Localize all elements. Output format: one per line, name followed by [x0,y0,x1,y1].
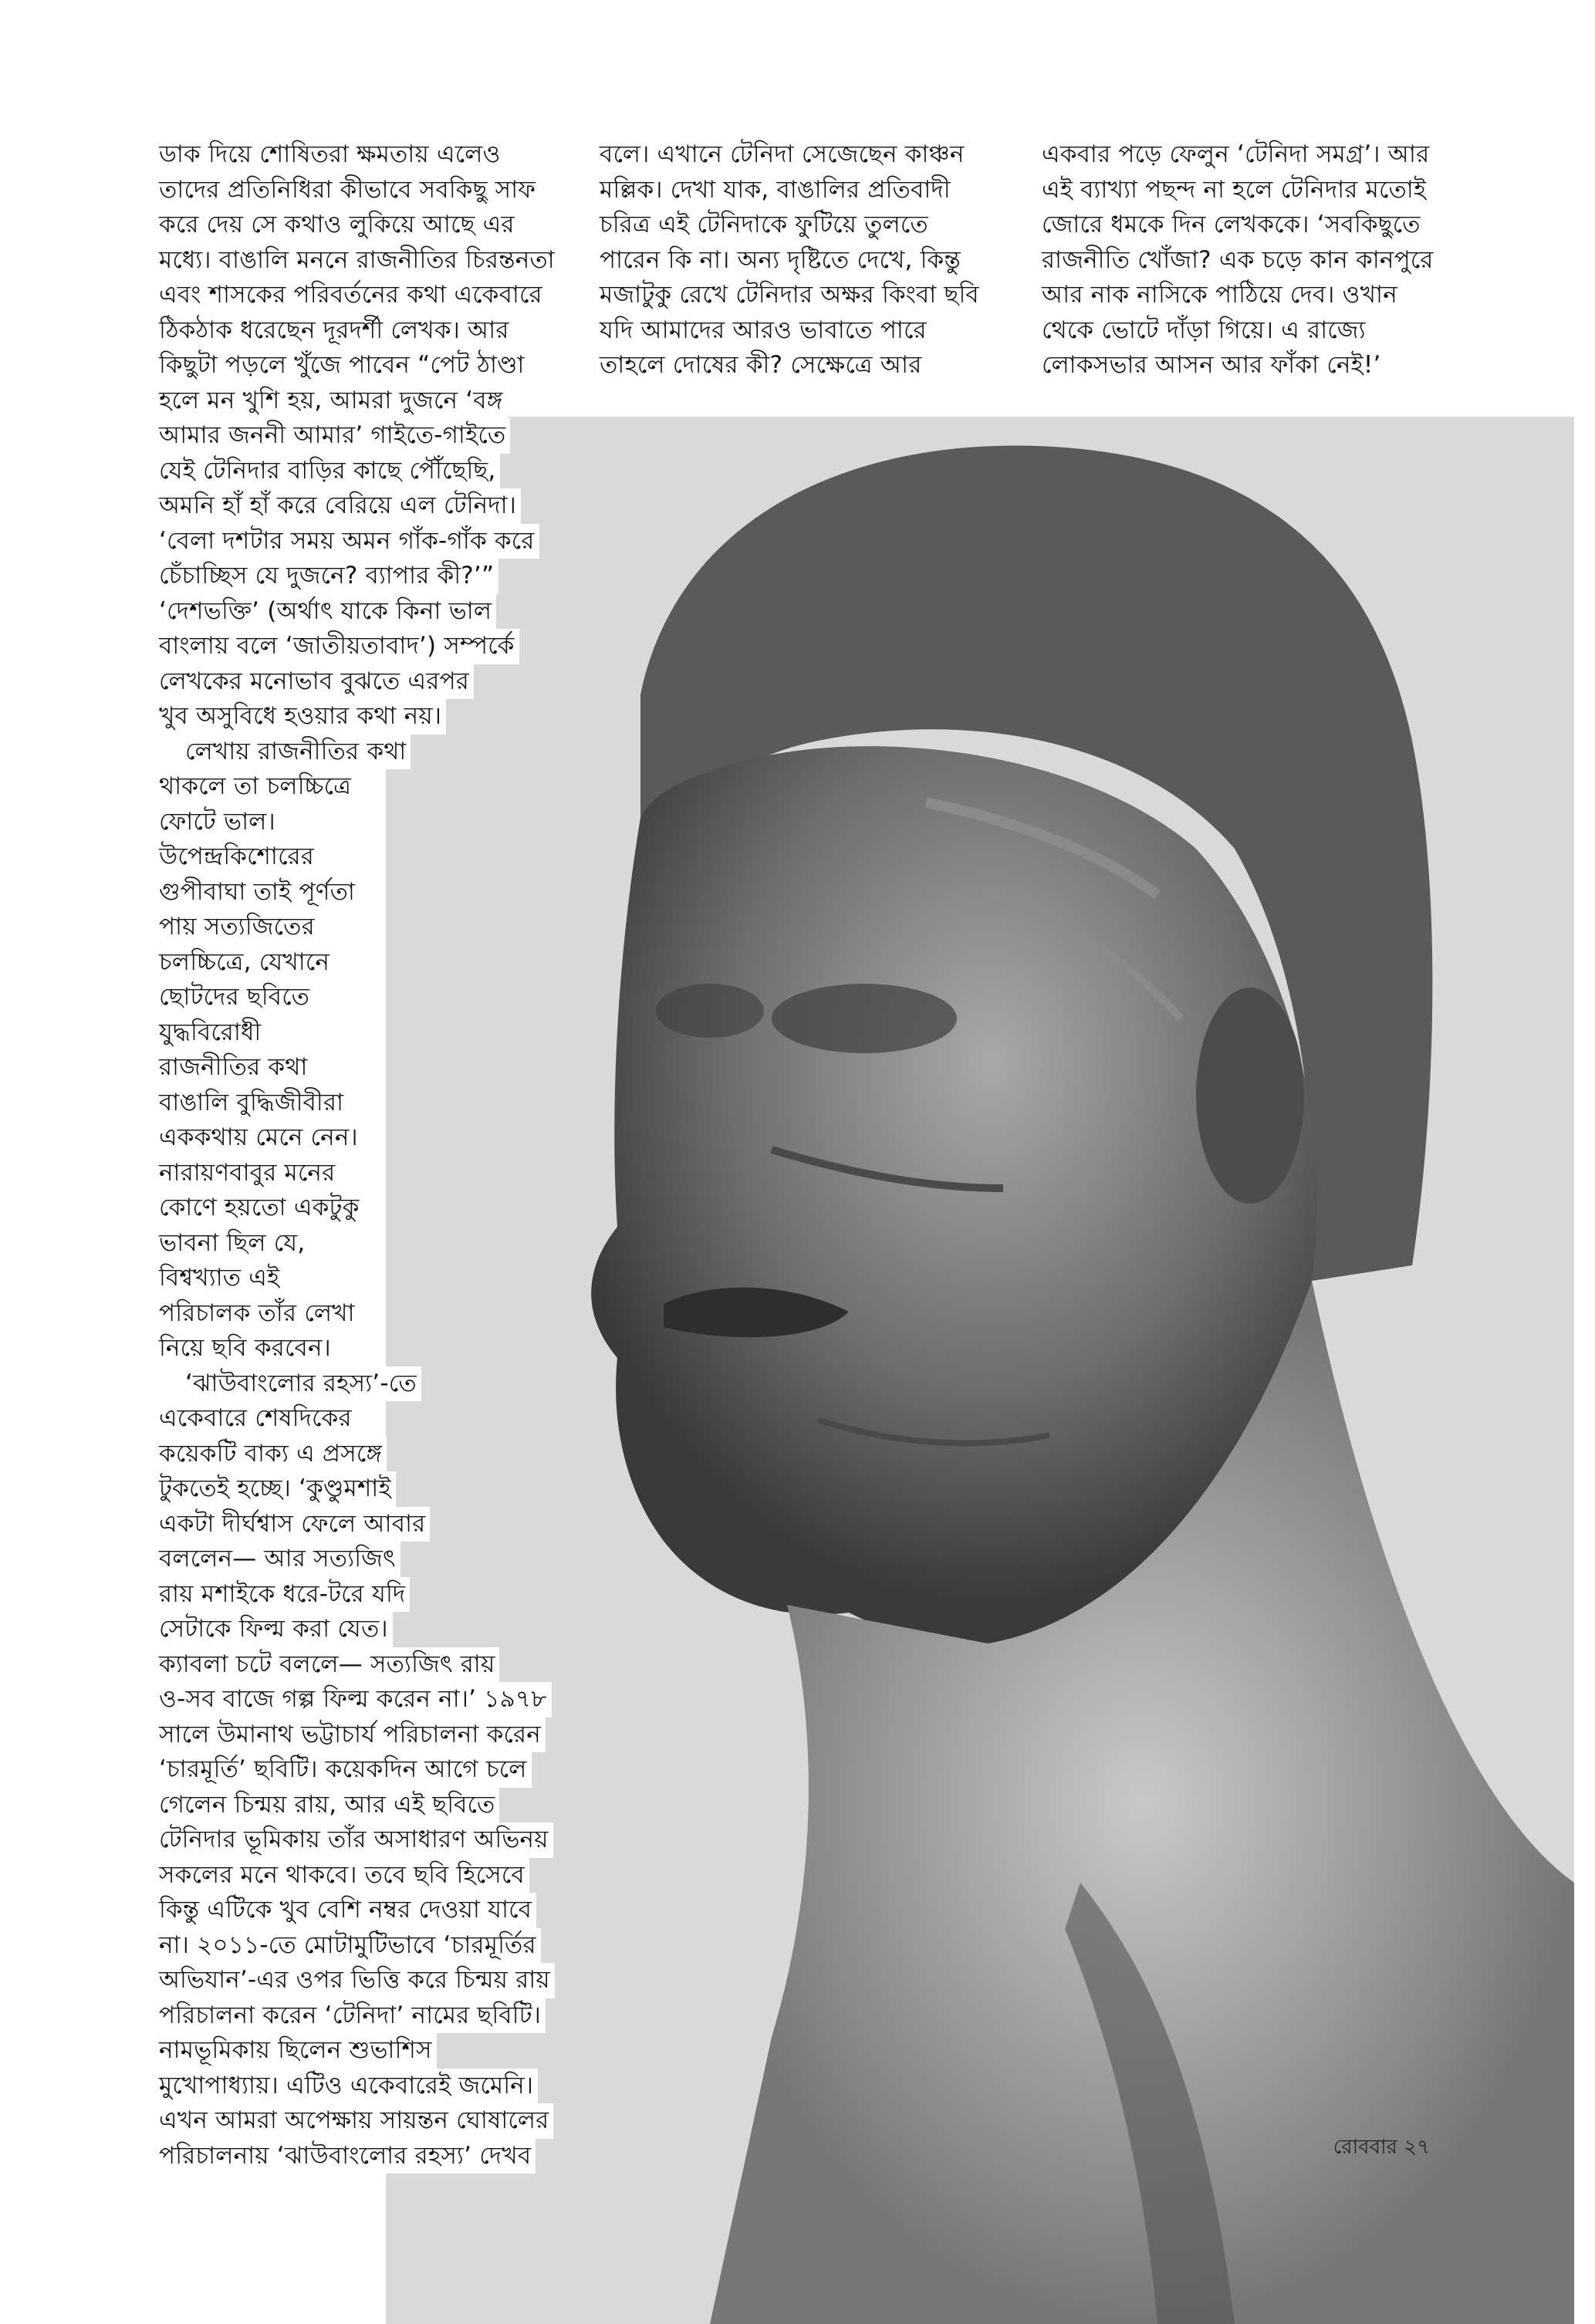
text-line: ‘দেশভক্তি’ (অর্থাৎ যাকে কিনা ভাল [159,594,560,630]
text-line: যদি আমাদের আরও ভাবাতে পারে [600,313,1001,349]
text-line: টুকতেই হচ্ছে। ‘কুণ্ডুমশাই [159,1471,414,1507]
text-line: আমার জননী আমার’ গাইতে-গাইতে [159,418,560,454]
text-line: ফোটে ভাল। [159,805,414,840]
text-line: নারায়ণবাবুর মনের [159,1156,414,1191]
text-line: ছোটদের ছবিতে [159,980,414,1015]
text-line: বাংলায় বলে ‘জাতীয়তাবাদ’) সম্পর্কে [159,629,560,664]
text-line: লেখায় রাজনীতির কথা [159,735,560,770]
text-line: নিয়ে ছবি করবেন। [159,1331,414,1366]
text-line: থাকলে তা চলচ্চিত্রে [159,769,414,805]
column-2 [600,137,1001,383]
text-line: একেবারে শেষদিকের [159,1401,414,1437]
text-line: হলে মন খুশি হয়, আমরা দুজনে ‘বঙ্গ [159,383,560,419]
text-line: পরিচালনা করেন ‘টেনিদা’ নামের ছবিটি। [159,1998,414,2034]
text-line: টেনিদার ভূমিকায় তাঁর অসাধারণ অভিনয় [159,1822,414,1858]
bust-photograph [386,417,1574,2324]
text-line: তাদের প্রতিনিধিরা কীভাবে সবকিছু সাফ [159,173,560,208]
text-line: যুদ্ধবিরোধী [159,1015,414,1051]
text-line: একবার পড়ে ফেলুন ‘টেনিদা সমগ্র’। আর [1042,137,1443,173]
text-line: গেলেন চিন্ময় রায়, আর এই ছবিতে [159,1788,414,1823]
text-line: তাহলে দোষের কী? সেক্ষেত্রে আর [600,348,1001,383]
text-line: মধ্যে। বাঙালি মননে রাজনীতির চিরন্তনতা [159,243,560,279]
text-line: আর নাক নাসিকে পাঠিয়ে দেব। ওখান [1042,278,1443,313]
text-line: একটা দীর্ঘশ্বাস ফেলে আবার [159,1507,414,1542]
text-line: সেটাকে ফিল্ম করা যেত। [159,1612,414,1647]
text-line: থেকে ভোটে দাঁড়া গিয়ে। এ রাজ্যে [1042,313,1443,349]
text-line: সালে উমানাথ ভট্টাচার্য পরিচালনা করেন [159,1718,414,1753]
text-line: চরিত্র এই টেনিদাকে ফুটিয়ে তুলতে [600,208,1001,243]
text-line: কিন্তু এটিকে খুব বেশি নম্বর দেওয়া যাবে [159,1893,414,1928]
text-line: খুব অসুবিধে হওয়ার কথা নয়। [159,699,560,735]
text-line: উপেন্দ্রকিশোরের [159,839,414,875]
text-line: বিশ্বখ্যাত এই [159,1261,414,1296]
column-1-wrapped [159,769,550,2174]
sculpted-bust-image [386,417,1574,2324]
text-line: জোরে ধমকে দিন লেখককে। ‘সবকিছুতে [1042,208,1443,243]
text-line: এককথায় মেনে নেন। [159,1120,414,1156]
text-line: না। ২০১১-তে মোটামুটিভাবে ‘চারমূর্তির [159,1928,414,1964]
text-line: কোণে হয়তো একটুকু [159,1191,414,1226]
text-line: ডাক দিয়ে শোষিতরা ক্ষমতায় এলেও [159,137,560,173]
column-1-top [159,137,560,769]
text-line: পরিচালনায় ‘ঝাউবাংলোর রহস্য’ দেখব [159,2139,414,2174]
text-line: ক্যাবলা চটে বললে— সত্যজিৎ রায় [159,1647,414,1683]
text-line: এবং শাসকের পরিবর্তনের কথা একেবারে [159,278,560,313]
text-line: রাজনীতি খোঁজা? এক চড়ে কান কানপুরে [1042,243,1443,279]
text-line: ও-সব বাজে গল্প ফিল্ম করেন না।’ ১৯৭৮ [159,1682,414,1718]
text-line: কিছুটা পড়লে খুঁজে পাবেন “পেট ঠাণ্ডা [159,348,560,383]
text-line: বাঙালি বুদ্ধিজীবীরা [159,1086,414,1121]
text-line: নামভূমিকায় ছিলেন শুভাশিস [159,2033,414,2069]
text-line: ‘বেলা দশটার সময় অমন গাঁক-গাঁক করে [159,524,560,559]
text-line: মল্লিক। দেখা যাক, বাঙালির প্রতিবাদী [600,173,1001,208]
text-line: পারেন কি না। অন্য দৃষ্টিতে দেখে, কিন্তু [600,243,1001,279]
text-line: পরিচালক তাঁর লেখা [159,1296,414,1332]
text-line: ভাবনা ছিল যে, [159,1226,414,1262]
page-folio: রোববার ২৭ [1333,2136,1430,2159]
text-line: এখন আমরা অপেক্ষায় সায়ন্তন ঘোষালের [159,2103,414,2139]
column-3 [1042,137,1443,383]
text-line: এই ব্যাখ্যা পছন্দ না হলে টেনিদার মতোই [1042,173,1443,208]
text-line: অভিযান’-এর ওপর ভিত্তি করে চিন্ময় রায় [159,1963,414,1998]
text-line: অমনি হাঁ হাঁ করে বেরিয়ে এল টেনিদা। [159,488,560,524]
text-line: বলে। এখানে টেনিদা সেজেছেন কাঞ্চন [600,137,1001,173]
text-line: রায় মশাইকে ধরে-টরে যদি [159,1577,414,1613]
text-line: বললেন— আর সত্যজিৎ [159,1542,414,1577]
text-line: করে দেয় সে কথাও লুকিয়ে আছে এর [159,208,560,243]
text-line: ‘চারমূর্তি’ ছবিটি। কয়েকদিন আগে চলে [159,1752,414,1788]
text-line: চলচ্চিত্রে, যেখানে [159,945,414,981]
text-line: লোকসভার আসন আর ফাঁকা নেই!’ [1042,348,1443,383]
text-line: কয়েকটি বাক্য এ প্রসঙ্গে [159,1437,414,1472]
text-line: যেই টেনিদার বাড়ির কাছে পৌঁছেছি, [159,454,560,489]
text-line: লেখকের মনোভাব বুঝতে এরপর [159,664,560,700]
text-line: মুখোপাধ্যায়। এটিও একেবারেই জমেনি। [159,2069,414,2104]
text-line: ‘ঝাউবাংলোর রহস্য’-তে [159,1366,414,1402]
text-line: চেঁচাচ্ছিস যে দুজনে? ব্যাপার কী?’” [159,559,560,594]
text-line: ঠিকঠাক ধরেছেন দূরদর্শী লেখক। আর [159,313,560,349]
text-line: গুপীবাঘা তাই পূর্ণতা [159,875,414,910]
text-line: পায় সত্যজিতের [159,910,414,945]
text-line: মজাটুকু রেখে টেনিদার অক্ষর কিংবা ছবি [600,278,1001,313]
text-line: রাজনীতির কথা [159,1050,414,1086]
text-line: সকলের মনে থাকবে। তবে ছবি হিসেবে [159,1858,414,1893]
